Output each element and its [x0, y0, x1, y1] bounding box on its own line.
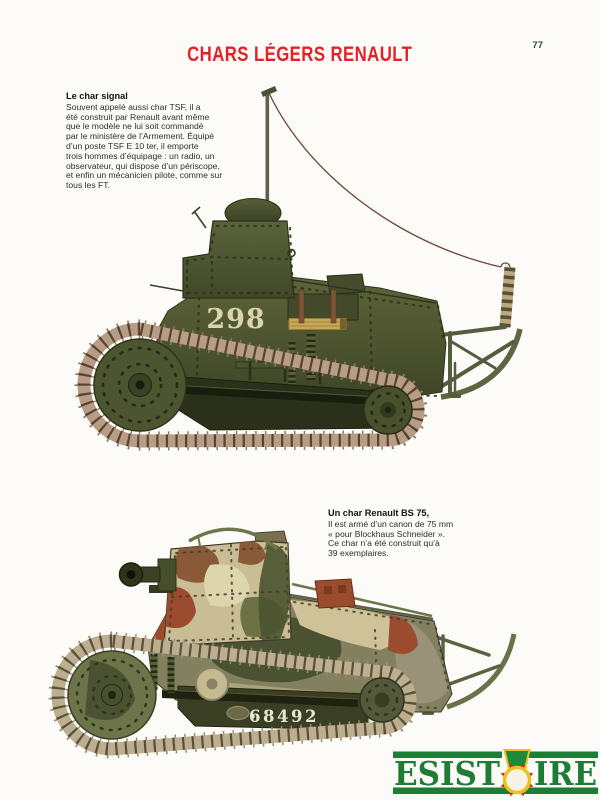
- drive-sprocket: [364, 386, 412, 434]
- idler-wheel: [94, 339, 186, 431]
- caption-line: Souvent appelé aussi char TSF, il a: [66, 101, 201, 112]
- stowed-antenna-pole: [505, 267, 510, 327]
- tank-number-298: 298: [206, 304, 266, 335]
- caption-line: trois hommes d’équipage : un radio, un: [66, 150, 215, 161]
- caption-heading: Un char Renault BS 75,: [328, 508, 430, 518]
- caption-line: tous les FT.: [66, 180, 110, 191]
- caption-line: Il est armé d’un canon de 75 mm: [328, 518, 454, 529]
- leather-strap: [331, 290, 336, 323]
- page-title-text: CHARS LÉGERS RENAULT: [187, 43, 413, 66]
- tail-skid: [439, 327, 520, 398]
- logo-text-left: ESIST: [394, 754, 501, 793]
- caption-line: 39 exemplaires.: [328, 548, 389, 559]
- caption-heading: Le char signal: [66, 91, 128, 101]
- tsf-cabin: [183, 221, 294, 298]
- caption-line: « pour Blockhaus Schneider ».: [328, 528, 446, 539]
- logo-text-right: IRE: [534, 754, 597, 793]
- caption-line: et enfin un mécanicien pilote, comme sur: [66, 170, 223, 181]
- antenna-wire: [269, 93, 501, 267]
- page-number: 77: [532, 40, 543, 51]
- caption-renault-bs75: [328, 509, 503, 559]
- deck-box: [315, 579, 355, 608]
- gun-75mm: [120, 559, 177, 593]
- caption-line: que le modèle ne lui soit commandé: [66, 121, 204, 132]
- tank-number-68492: 68492: [249, 707, 319, 726]
- caption-char-signal: [66, 92, 246, 191]
- idler-wheel: [68, 651, 156, 739]
- publisher-logo: [0, 730, 600, 800]
- caption-line: été construit par Renault avant même: [66, 111, 210, 122]
- caption-line: Ce char n’a été construit qu’à: [328, 538, 440, 549]
- casemate: [164, 529, 291, 646]
- caption-line: observateur, qui dispose d’un périscope,: [66, 160, 220, 171]
- drive-sprocket: [360, 678, 404, 722]
- caption-line: d’un poste TSF E 10 ter, il emporte: [66, 140, 199, 151]
- leather-strap: [299, 290, 304, 323]
- builder-plate: [227, 707, 249, 720]
- wooden-plank: [289, 319, 346, 330]
- caption-line: par le ministère de l’Armement. Équipé: [66, 131, 215, 142]
